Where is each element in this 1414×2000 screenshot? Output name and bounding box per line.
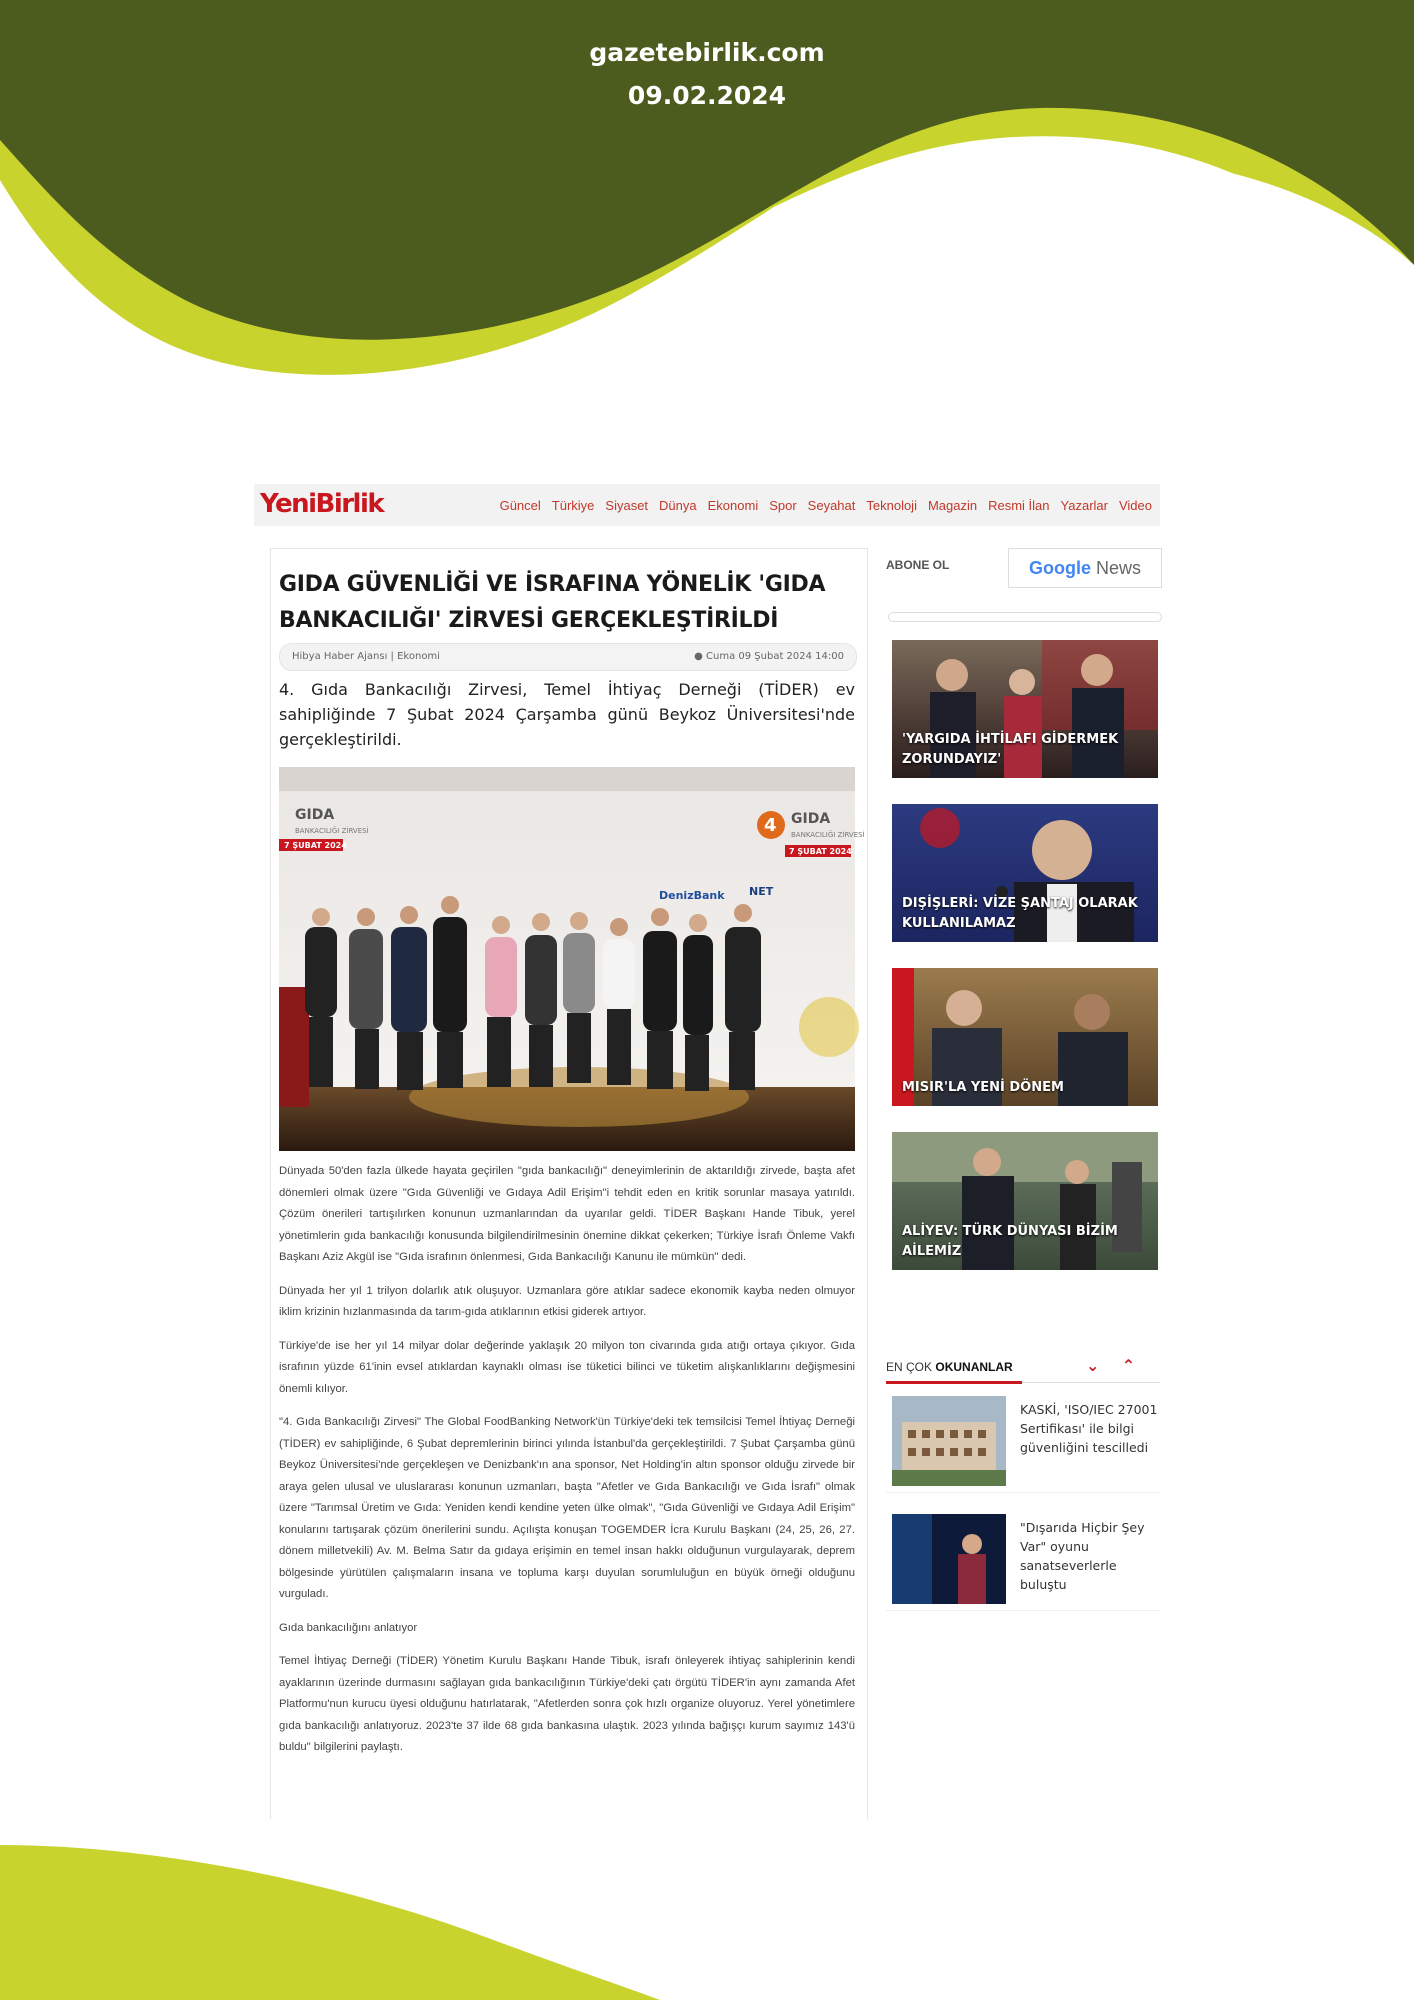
article	[270, 548, 868, 1819]
article-title: GIDA GÜVENLİĞİ VE İSRAFINA YÖNELİK 'GIDA BANKACILIĞI' ZİRVESİ GERÇEKLEŞTİRİLDİ	[279, 572, 826, 633]
news-text: News	[1096, 558, 1142, 578]
nav-item-magazin[interactable]: Magazin	[927, 498, 978, 513]
most-read-label-b: OKUNANLAR	[935, 1360, 1013, 1374]
article-paragraph: Dünyada 50'den fazla ülkede hayata geçirilen "gıda bankacılığı" deneyimlerinin de aktarıldığı zirvede, başta afet dönemleri olmak üzere "Gıda Güvenliği ve Gıdaya Adil Erişim"i tehdit eden en kritik sorunlar masaya yatırıldı. Çözüm önerileri tartışılırken konunun uzmanlarından da uyarılar geldi. TİDER Başkanı Hande Tibuk, yerel yönetimlerin gıda bankacılığı konusunda bilgilendirilmesinin önemine dikkat çekerken; Türkiye İsrafı Önleme Vakfı Başkanı Aziz Akgül ise "Gıda israfının önlenmesi, Gıda Bankacılığı Kanunu ile mümkün" dedi.	[279, 1165, 855, 1263]
nav-item-video[interactable]: Video	[1118, 498, 1152, 513]
nav-item-resmi-ilan[interactable]: Resmi İlan	[988, 498, 1050, 513]
popular-item-thumbnail	[892, 1396, 1006, 1486]
group-photo	[279, 767, 865, 1151]
article-subheading: Gıda bankacılığını anlatıyor	[279, 1621, 418, 1634]
svg-text:GIDA: GIDA	[791, 811, 831, 827]
divider-accent	[886, 1381, 1022, 1384]
clip-date: 09.02.2024	[627, 81, 787, 110]
top-navigation	[254, 484, 1160, 526]
article-meta	[279, 643, 857, 671]
news-card[interactable]	[892, 968, 1158, 1106]
google-news-button[interactable]	[1008, 548, 1162, 588]
subscribe-label: ABONE OL	[886, 558, 950, 572]
news-card-title: DIŞİŞLERİ: VİZE ŞANTAJ OLARAK KULLANILAMAZ	[902, 896, 1138, 931]
article-datetime: Cuma 09 Şubat 2024 14:00	[706, 651, 844, 662]
most-read-label-a: EN ÇOK	[886, 1360, 933, 1374]
article-paragraph: "4. Gıda Bankacılığı Zirvesi" The Global FoodBanking Network'ün Türkiye'deki tek temsilcisi Temel İhtiyaç Derneği (TİDER) ev sahipliğinde, 6 Şubat depremlerinin birinci yılında İstanbul'da gerçekleştirildi. 7 Şubat Çarşamba günü Beykoz Üniversitesi'nde gerçekleşen ve Denizbank'ın ana sponsor, Net Holding'in altın sponsor olduğu zirvede bir araya gelen ulusal ve uluslararası konunun uzmanları, başta "Afetler ve Gıda Bankacılığı ve Gıda İsrafı" olmak üzere "Tarımsal Üretim ve Gıda: Yeniden kendi kendine yeten ülke olmak", "Gıda Güvenliği ve Gıdaya Adil Erişim" konularını tartışarak çözüm önerilerini sundu. Açılışta konuşan TOGEMDER İcra Kurulu Başkanı (24, 25, 26, 27. dönem milletvekili) Av. M. Belma Satır da gıdaya erişimin en temel insan hakkı olduğunun vurgulayarak, deprem bölgesinde yürütülen çalışmaların insana ve topluma karşı duyulan sorumluluğun en büyük örneği olduğunu vurguladı.	[279, 1416, 855, 1600]
nav-item-ekonomi[interactable]: Ekonomi	[707, 498, 759, 513]
popular-item-title: KASKİ, 'ISO/IEC 27001 Sertifikası' ile bilgi güvenliğini tescilledi	[1020, 1402, 1158, 1455]
svg-text:DenizBank: DenizBank	[659, 889, 725, 902]
news-card-title: 'YARGIDA İHTİLAFI GİDERMEK ZORUNDAYIZ'	[902, 732, 1119, 767]
news-card-title: MISIR'LA YENİ DÖNEM	[902, 1080, 1064, 1095]
popular-item-thumbnail	[892, 1514, 1006, 1604]
article-datetime-wrap	[694, 651, 844, 662]
website-screenshot	[254, 484, 1160, 1814]
nav-item-dunya[interactable]: Dünya	[659, 498, 697, 513]
article-lead: 4. Gıda Bankacılığı Zirvesi, Temel İhtiyaç Derneği (TİDER) ev sahipliğinde 7 Şubat 2024 Çarşamba günü Beykoz Üniversitesi'nde gerçekleştirildi.	[279, 680, 855, 749]
popular-item[interactable]	[886, 1396, 1160, 1493]
popular-item[interactable]	[886, 1514, 1160, 1611]
news-card[interactable]	[892, 1132, 1158, 1270]
news-card[interactable]	[892, 804, 1158, 942]
most-read-arrows	[1086, 1356, 1135, 1375]
news-card[interactable]	[892, 640, 1158, 778]
nav-item-seyahat[interactable]: Seyahat	[807, 498, 856, 513]
article-source[interactable]: Hibya Haber Ajansı | Ekonomi	[292, 651, 440, 662]
site-logo[interactable]: YeniBirlik	[260, 489, 384, 519]
article-body	[279, 1161, 855, 1771]
article-photo	[279, 767, 865, 1151]
nav-menu	[500, 498, 1152, 513]
svg-text:7 ŞUBAT 2024: 7 ŞUBAT 2024	[284, 841, 347, 850]
sidebar-search-bar[interactable]	[888, 612, 1162, 622]
news-card-title: ALİYEV: TÜRK DÜNYASI BİZİM AİLEMİZ	[902, 1224, 1118, 1259]
nav-item-siyaset[interactable]: Siyaset	[605, 498, 649, 513]
chevron-up-icon[interactable]: ⌃	[1121, 1356, 1136, 1375]
article-paragraph: Temel İhtiyaç Derneği (TİDER) Yönetim Kurulu Başkanı Hande Tibuk, israfı önleyerek ihtiyaç sahiplerinin kendi ayaklarının üzerinde durmasını sağlayan gıda bankacılığının Türkiye'deki çatı örgütü TİDER'in aynı zamanda Afet Platformu'nun kurucu üyesi olduğunu hatırlatarak, "Afetlerden sonra çok hızlı organize oluyoruz. Yerel yönetimlere gıda bankacılığı anlatıyoruz. 2023'te 37 ilde 68 gıda bankasına ulaştık. 2023 yılında bağışçı kurum sayımız 143'ü buldu" bilgilerini paylaştı.	[279, 1655, 855, 1753]
clock-icon: ●	[694, 651, 707, 662]
site-name: gazetebirlik.com	[589, 38, 825, 67]
nav-item-turkiye[interactable]: Türkiye	[551, 498, 595, 513]
article-paragraph: Dünyada her yıl 1 trilyon dolarlık atık oluşuyor. Uzmanlara göre atıklar sadece ekonomik kayba neden olmuyor iklim krizinin hızlanmasında da tarım-gıda atıklarının etkisi giderek artıyor.	[279, 1284, 855, 1318]
svg-text:GIDA: GIDA	[295, 807, 335, 823]
svg-text:7 ŞUBAT 2024: 7 ŞUBAT 2024	[789, 847, 852, 856]
nav-item-yazarlar[interactable]: Yazarlar	[1060, 498, 1108, 513]
svg-text:BANKACILIĞI ZİRVESİ: BANKACILIĞI ZİRVESİ	[791, 831, 865, 839]
popular-item-title: "Dışarıda Hiçbir Şey Var" oyunu sanatseverlerle buluştu	[1020, 1520, 1145, 1592]
nav-item-guncel[interactable]: Güncel	[499, 498, 541, 513]
most-read-heading	[886, 1360, 1013, 1374]
nav-item-spor[interactable]: Spor	[769, 498, 797, 513]
svg-text:NET: NET	[749, 885, 774, 898]
google-logo-text: Google	[1028, 558, 1091, 578]
svg-text:BANKACILIĞI ZİRVESİ: BANKACILIĞI ZİRVESİ	[295, 827, 369, 835]
nav-item-teknoloji[interactable]: Teknoloji	[866, 498, 917, 513]
article-paragraph: Türkiye'de ise her yıl 14 milyar dolar değerinde yaklaşık 20 milyon ton civarında gıda atığı ortaya çıkıyor. Gıda israfının yüzde 61'inin evsel atıklardan kaynaklı olması ise tüketici bilinci ve tüketim alışkanlıklarını değişmesini önemli kılıyor.	[279, 1339, 855, 1395]
chevron-down-icon[interactable]: ⌄	[1086, 1356, 1100, 1375]
sidebar	[886, 548, 1160, 1818]
svg-text:4: 4	[764, 815, 777, 836]
